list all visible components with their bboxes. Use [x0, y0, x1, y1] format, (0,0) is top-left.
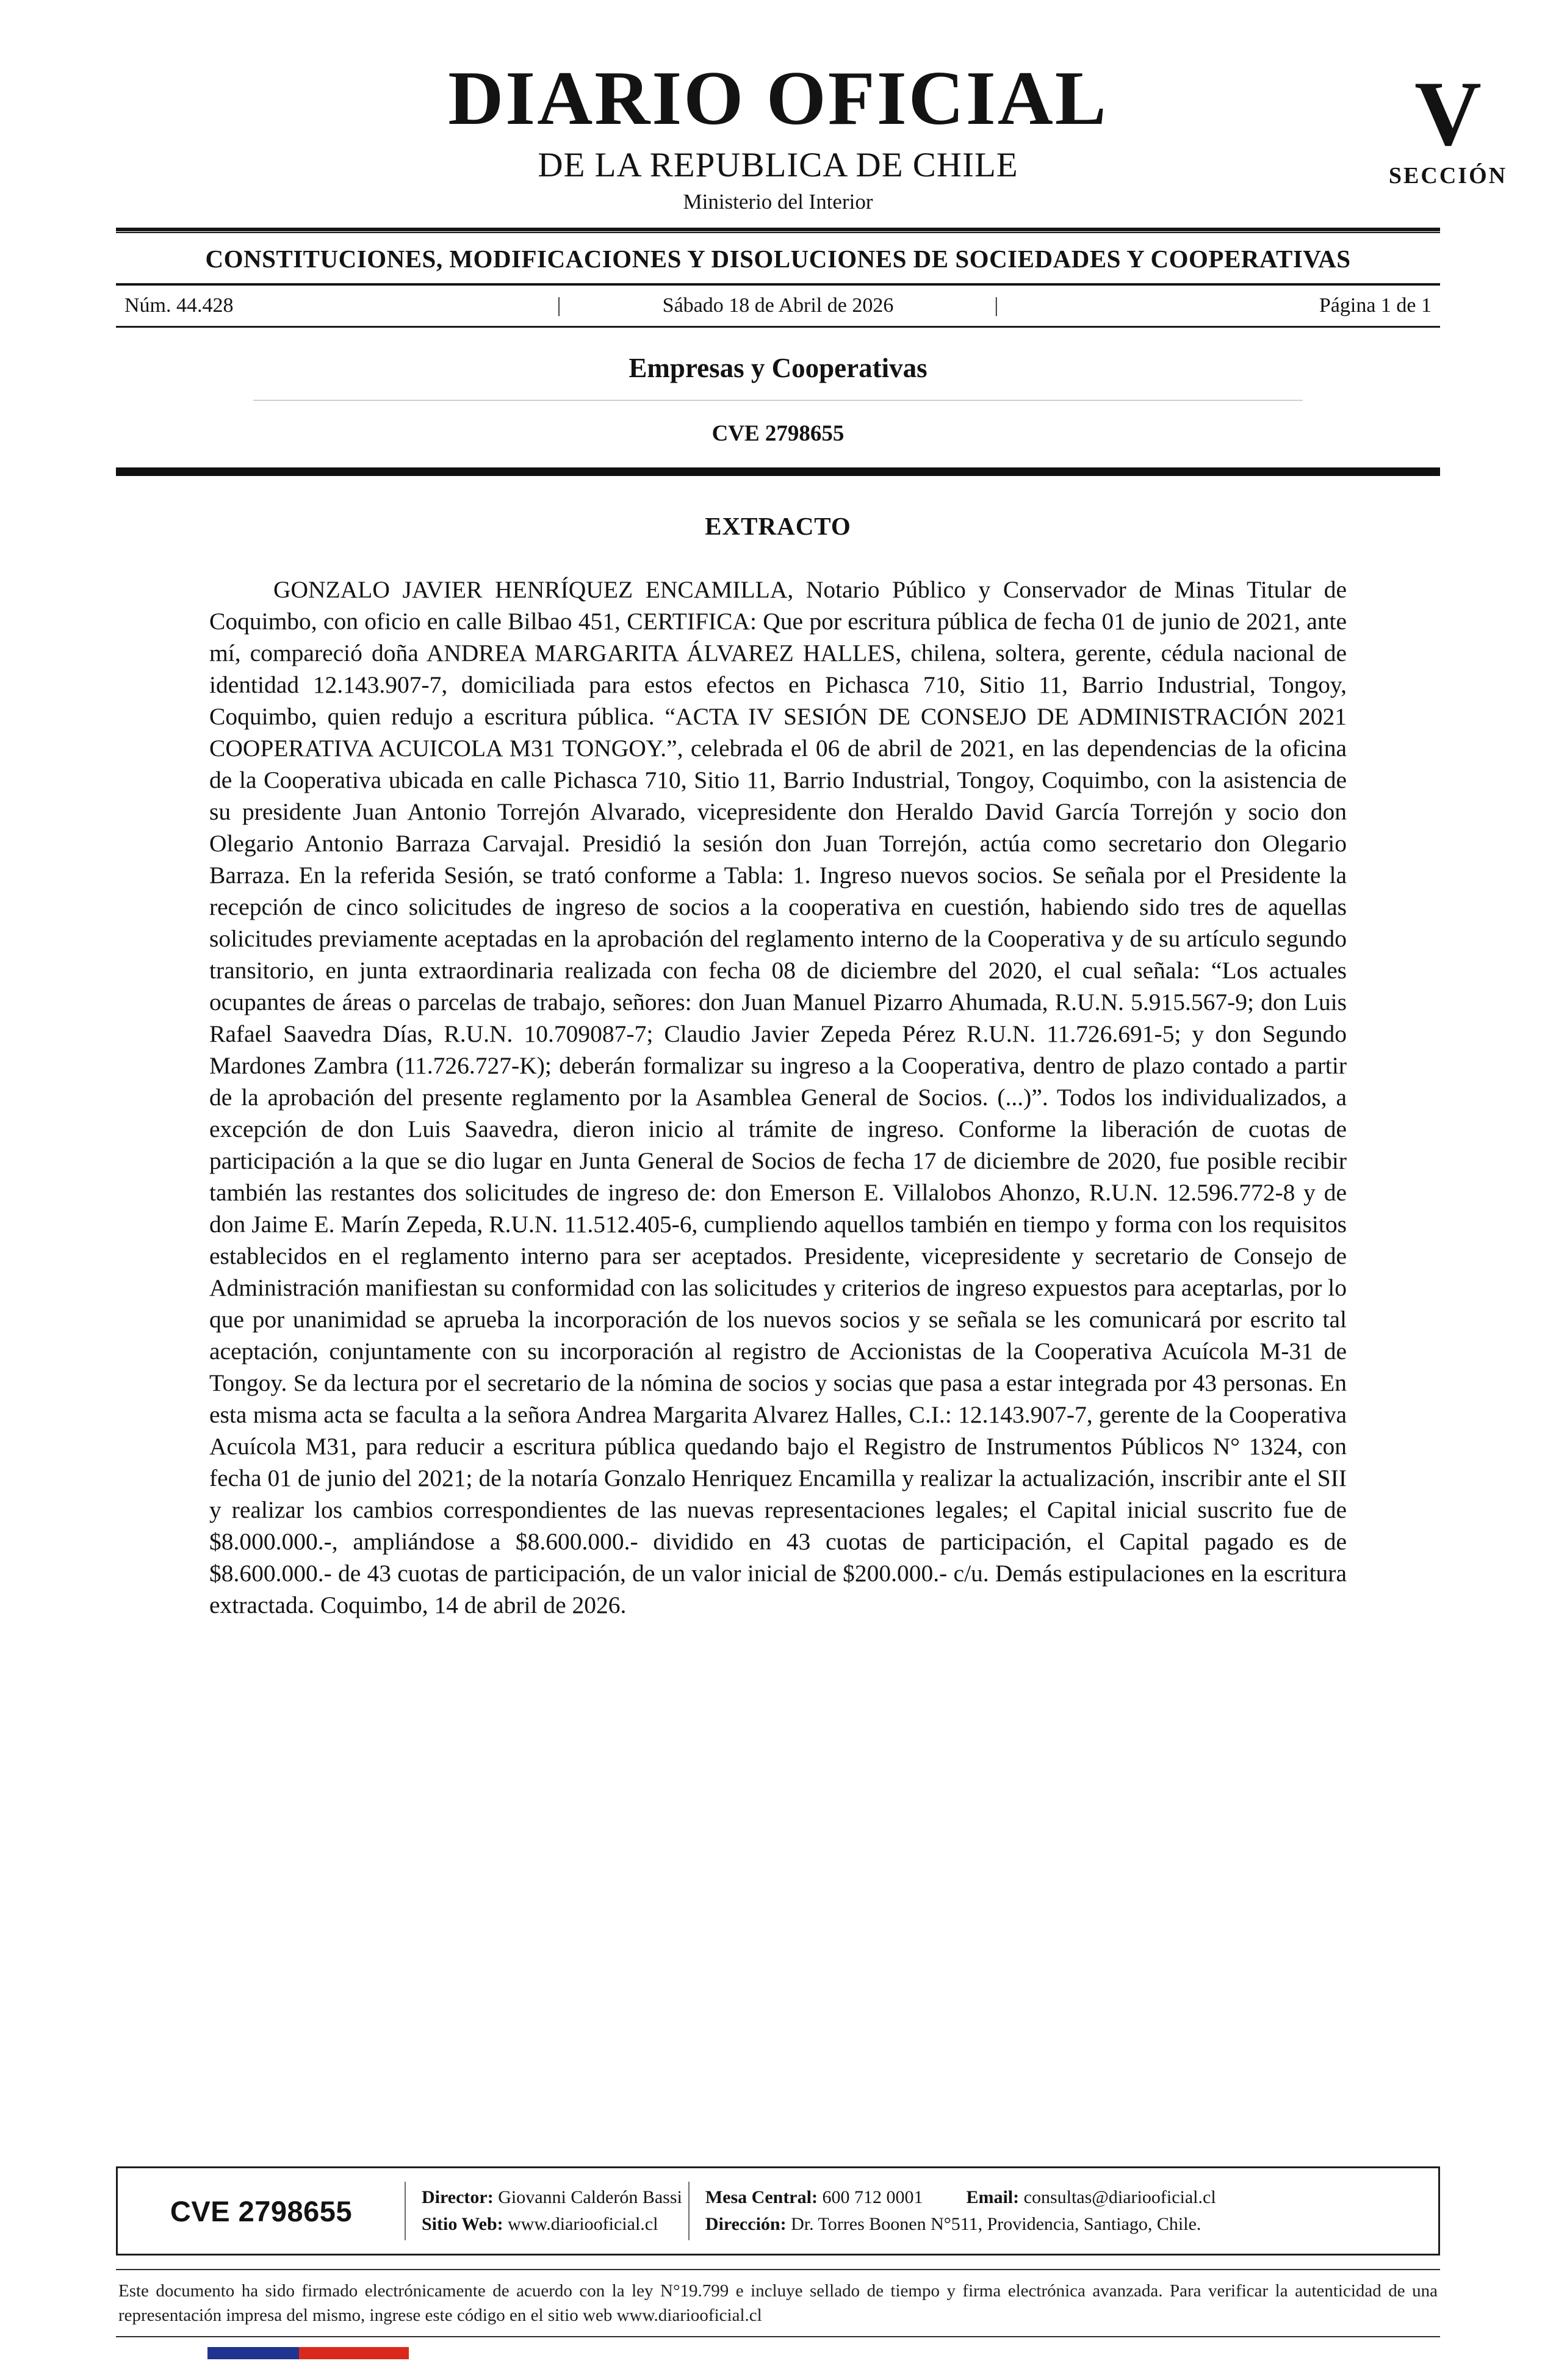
footer-site-line — [422, 2211, 682, 2238]
address-label: Dirección: — [705, 2214, 787, 2234]
issue-number: Núm. 44.428 — [124, 294, 234, 317]
site-value: www.diariooficial.cl — [508, 2214, 658, 2234]
disclaimer-bottom-divider — [116, 2336, 1440, 2337]
footer-director-column — [406, 2184, 688, 2238]
footer-area — [116, 2166, 1440, 2359]
flag-blue-segment — [207, 2347, 299, 2359]
newspaper-title: DIARIO OFICIAL — [448, 56, 1108, 141]
masthead — [0, 0, 1556, 214]
email-value: consultas@diariooficial.cl — [1023, 2187, 1216, 2207]
meta-separator: | — [556, 294, 561, 317]
footer-director-line — [422, 2184, 682, 2211]
email-label: Email: — [966, 2187, 1020, 2207]
footer-cve-code: CVE 2798655 — [170, 2194, 353, 2227]
footer-info-box — [116, 2166, 1440, 2256]
extract-body-text: GONZALO JAVIER HENRÍQUEZ ENCAMILLA, Notario Público y Conservador de Minas Titular de Coquimbo, con oficio en calle Bilbao 451, CERTIFICA: Que por escritura pública de fecha 01 de junio de 2021, ante mí, compareció doña ANDREA MARGARITA ÁLVAREZ HALLES, chilena, soltera, gerente, cédula nacional de identidad 12.143.907-7, domiciliada para estos efectos en Pichasca 710, Sitio 11, Barrio Industrial, Tongoy, Coquimbo, quien redujo a escritura pública. “ACTA IV SESIÓN DE CONSEJO DE ADMINISTRACIÓN 2021 COOPERATIVA ACUICOLA M31 TONGOY.”, celebrada el 06 de abril de 2021, en las dependencias de la oficina de la Cooperativa ubicada en calle Pichasca 710, Sitio 11, Barrio Industrial, Tongoy, Coquimbo, con la asistencia de su presidente Juan Antonio Torrejón Alvarado, vicepresidente don Heraldo David García Torrejón y socio don Olegario Antonio Barraza Carvajal. Presidió la sesión don Juan Torrejón, actúa como secretario don Olegario Barraza. En la referida Sesión, se trató conforme a Tabla: 1. Ingreso nuevos socios. Se señala por el Presidente la recepción de cinco solicitudes de ingreso de socios a la cooperativa en cuestión, habiendo sido tres de aquellas solicitudes previamente aceptadas en la aprobación del reglamento interno de la Cooperativa y de su artículo segundo transitorio, en junta extraordinaria realizada con fecha 08 de diciembre del 2020, el cual señala: “Los actuales ocupantes de áreas o parcelas de trabajo, señores: don Juan Manuel Pizarro Ahumada, R.U.N. 5.915.567-9; don Luis Rafael Saavedra Días, R.U.N. 10.709087-7; Claudio Javier Zepeda Pérez R.U.N. 11.726.691-5; y don Segundo Mardones Zambra (11.726.727-K); deberán formalizar su ingreso a la Cooperativa, dentro de plazo contado a partir de la aprobación del presente reglamento por la Asamblea General de Socios. (...)”. Todos los individualizados, a excepción de don Luis Saavedra, dieron inicio al trámite de ingreso. Conforme la liberación de cuotas de participación a la que se dio lugar en Junta General de Socios de fecha 17 de diciembre de 2020, fue posible recibir también las restantes dos solicitudes de ingreso de: don Emerson E. Villalobos Ahonzo, R.U.N. 12.596.772-8 y de don Jaime E. Marín Zepeda, R.U.N. 11.512.405-6, cumpliendo aquellos también en tiempo y forma con los requisitos establecidos en el reglamento interno para ser aceptados. Presidente, vicepresidente y secretario de Consejo de Administración manifiestan su conformidad con las solicitudes y criterios de ingreso expuestos para aceptarlas, por lo que por unanimidad se aprueba la incorporación de los nuevos socios y se señala se les comunicará por escrito tal aceptación, conjuntamente con su incorporación al registro de Accionistas de la Cooperativa Acuícola M-31 de Tongoy. Se da lectura por el secretario de la nómina de socios y socias que pasa a estar integrada por 43 personas. En esta misma acta se faculta a la señora Andrea Margarita Alvarez Halles, C.I.: 12.143.907-7, gerente de la Cooperativa Acuícola M31, para reducir a escritura pública quedando bajo el Registro de Instrumentos Públicos N° 1324, con fecha 01 de junio del 2021; de la notaría Gonzalo Henriquez Encamilla y realizar la actualización, inscribir ante el SII y realizar los cambios correspondientes de las nuevas representaciones legales; el Capital inicial suscrito fue de $8.000.000.-, ampliándose a $8.600.000.- dividido en 43 cuotas de participación, el Capital pagado es de $8.600.000.- de 43 cuotas de participación, de un valor inicial de $200.000.- c/u. Demás estipulaciones en la escritura extractada. Coquimbo, 14 de abril de 2026. — [209, 576, 1347, 1619]
phone-label: Mesa Central: — [705, 2187, 818, 2207]
director-label: Director: — [422, 2187, 494, 2207]
ministry-line: Ministerio del Interior — [683, 190, 873, 214]
section-letter: V — [1414, 62, 1482, 165]
document-title: EXTRACTO — [705, 512, 851, 541]
address-value: Dr. Torres Boonen N°511, Providencia, Santiago, Chile. — [791, 2214, 1201, 2234]
footer-phone-email-line — [705, 2184, 1432, 2211]
phone-value: 600 712 0001 — [822, 2187, 923, 2207]
footer-address-line — [705, 2211, 1432, 2238]
site-label: Sitio Web: — [422, 2214, 503, 2234]
cve-code: CVE 2798655 — [711, 421, 845, 447]
section-box — [1347, 62, 1549, 189]
chile-flag-bar — [207, 2347, 409, 2359]
page-indicator: Página 1 de 1 — [1319, 294, 1432, 317]
heading-divider — [253, 400, 1303, 401]
meta-separator: | — [994, 294, 999, 317]
director-value: Giovanni Calderón Bassi — [498, 2187, 682, 2207]
category-banner: CONSTITUCIONES, MODIFICACIONES Y DISOLUCIONES DE SOCIEDADES Y COOPERATIVAS — [205, 245, 1351, 273]
meta-divider — [116, 326, 1440, 328]
masthead-divider — [116, 228, 1440, 233]
section-heading: Empresas y Cooperativas — [629, 353, 927, 384]
disclaimer-top-divider — [116, 2269, 1440, 2270]
issue-meta-row — [116, 286, 1440, 326]
flag-red-segment — [299, 2347, 409, 2359]
issue-date: Sábado 18 de Abril de 2026 — [662, 294, 894, 317]
newspaper-subtitle: DE LA REPUBLICA DE CHILE — [538, 146, 1018, 185]
section-label: SECCIÓN — [1388, 163, 1508, 189]
electronic-signature-disclaimer: Este documento ha sido firmado electrónicamente de acuerdo con la ley N°19.799 e incluye sellado de tiempo y firma electrónica avanzada. Para verificar la autenticidad de una representación impresa del mismo, ingrese este código en el sitio web www.diariooficial.cl — [118, 2281, 1438, 2325]
footer-contact-column — [690, 2184, 1438, 2238]
cve-divider — [116, 467, 1440, 476]
